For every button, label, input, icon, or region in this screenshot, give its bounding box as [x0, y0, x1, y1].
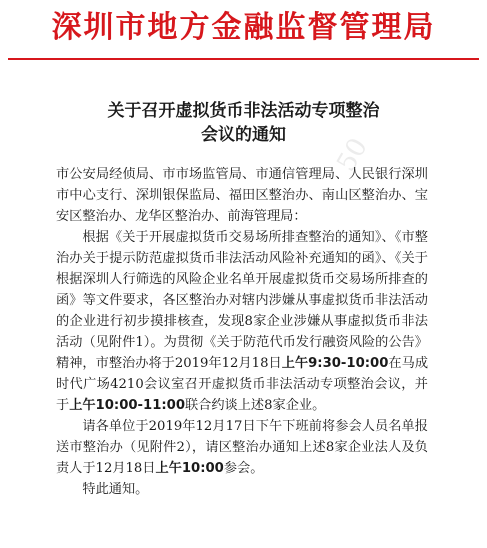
paragraph-2-part-b: 参会。: [223, 461, 264, 476]
paragraph-1-part-b: 在马成时代广场4210会议室召开虚拟货币非法活动专项整治会议，并于: [56, 356, 429, 413]
watermark: 50: [331, 133, 374, 177]
paragraph-1-part-a: 根据《关于开展虚拟货币交易场所排查整治的通知》、《市整治办关于提示防范虚拟货币非法活动风险补充通知的函》、《关于根据深圳人行筛选的风险企业名单开展虚拟货币交易场所排查的函》等文件要求，各区整治办对辖内涉嫌从事虚拟货币非法活动的企业进行初步摸排核查，发现8家企业涉嫌从事虚拟货币非法活动（见附件1）。为贯彻《关于防范代币发行融资风险的公告》精神，市整治办将于2019年12月18日: [56, 230, 428, 371]
attendance-time: 上午10:00: [155, 461, 224, 476]
meeting-time: 上午9:30-10:00: [281, 356, 389, 371]
paragraph-1: [56, 227, 428, 416]
notice-title-line1: 关于召开虚拟货币非法活动专项整治: [107, 101, 380, 121]
red-divider-line: [8, 58, 479, 60]
interview-time: 上午10:00-11:00: [69, 398, 185, 413]
paragraph-2: [56, 416, 428, 479]
paragraph-1-part-c: 联合约谈上述8家企业。: [185, 398, 326, 413]
notice-title-line2: 会议的通知: [201, 125, 286, 145]
closing-line: 特此通知。: [82, 482, 149, 497]
paragraph-2-part-a: 请各单位于2019年12月17日下午下班前将参会人员名单报送市整治办（见附件2），请区整治办通知上述8家企业法人及负责人于12月18日: [56, 419, 428, 476]
recipients: 市公安局经侦局、市市场监管局、市通信管理局、人民银行深圳市中心支行、深圳银保监局、福田区整治办、南山区整治办、宝安区整治办、龙华区整治办、前海管理局：: [56, 167, 428, 224]
agency-masthead: 深圳市地方金融监督管理局: [51, 10, 436, 45]
notice-body: [56, 164, 428, 500]
